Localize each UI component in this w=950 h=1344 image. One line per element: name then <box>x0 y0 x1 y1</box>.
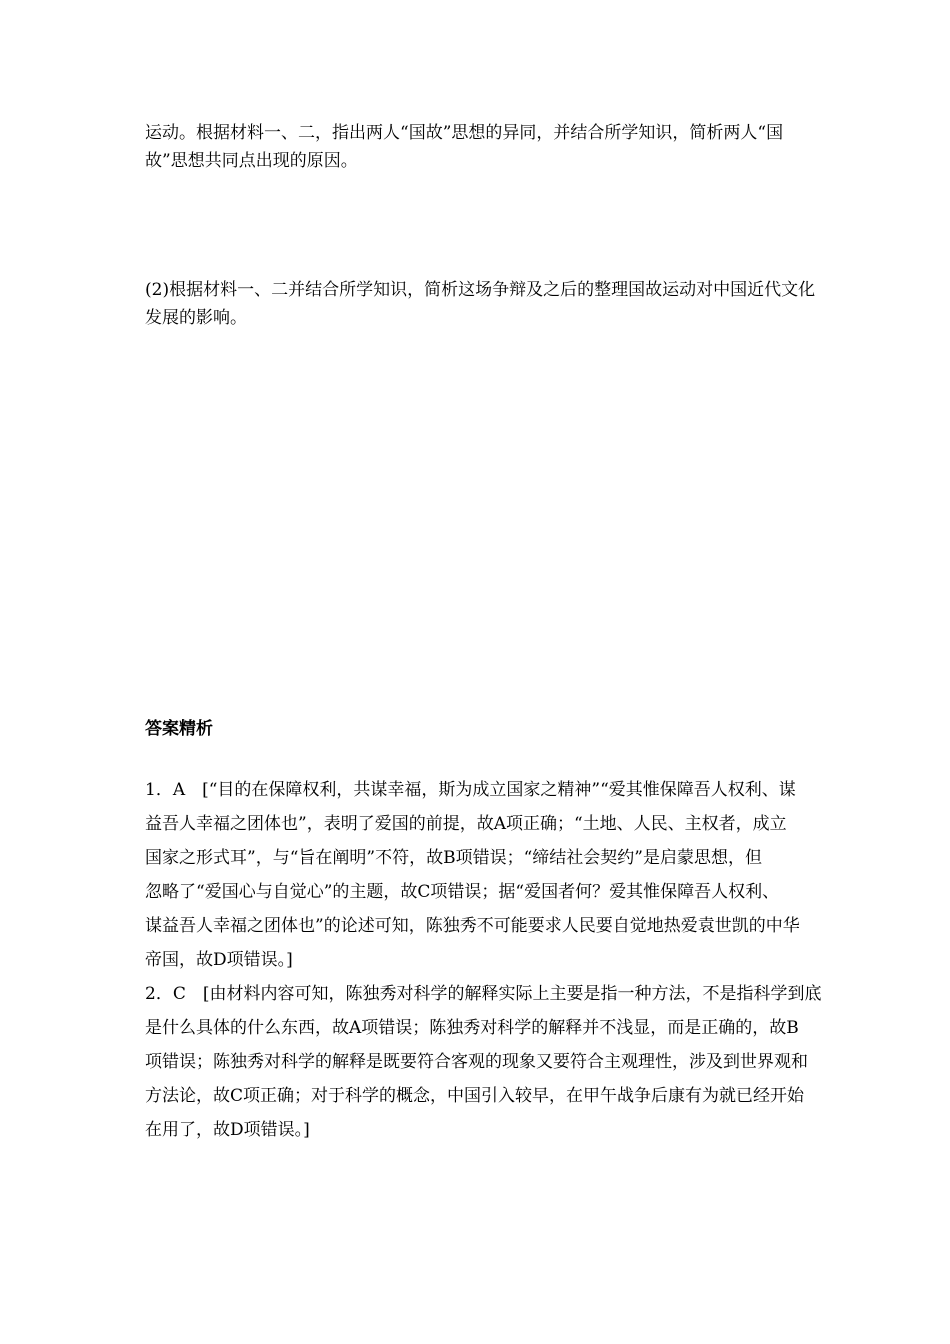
answer-1-line-5: 谋益吾人幸福之团体也”的论述可知，陈独秀不可能要求人民要自觉地热爱袁世凯的中华 <box>145 916 800 936</box>
answer-1-line-1: 1．A [“目的在保障权利，共谋幸福，斯为成立国家之精神”“爱其惟保障吾人权利、谋 <box>145 780 796 800</box>
answer-2-line-1: 2．C [由材料内容可知，陈独秀对科学的解释实际上主要是指一种方法，不是指科学到底 <box>145 984 822 1004</box>
answer-1-line-2: 益吾人幸福之团体也”，表明了爱国的前提，故A项正确；“土地、人民、主权者，成立 <box>145 814 787 834</box>
question-2-line-2: 发展的影响。 <box>145 308 247 328</box>
answer-1-line-4: 忽略了“爱国心与自觉心”的主题，故C项错误；据“爱国者何？爱其惟保障吾人权利、 <box>145 882 780 902</box>
answer-2-line-5: 在用了，故D项错误。] <box>145 1120 310 1140</box>
answer-1-line-6: 帝国，故D项错误。] <box>145 950 293 970</box>
question-1-line-2: 故”思想共同点出现的原因。 <box>145 151 358 171</box>
answer-2-line-3: 项错误；陈独秀对科学的解释是既要符合客观的现象又要符合主观理性，涉及到世界观和 <box>145 1052 808 1072</box>
answer-1-line-3: 国家之形式耳”，与“旨在阐明”不符，故B项错误；“缔结社会契约”是启蒙思想，但 <box>145 848 762 868</box>
question-1-line-1: 运动。根据材料一、二，指出两人“国故”思想的异同，并结合所学知识，简析两人“国 <box>145 123 784 143</box>
answers-heading: 答案精析 <box>145 719 213 739</box>
answer-2-line-2: 是什么具体的什么东西，故A项错误；陈独秀对科学的解释并不浅显，而是正确的，故B <box>145 1018 799 1038</box>
question-2-line-1: (2)根据材料一、二并结合所学知识，简析这场争辩及之后的整理国故运动对中国近代文化 <box>145 280 816 300</box>
answer-2-line-4: 方法论，故C项正确；对于科学的概念，中国引入较早，在甲午战争后康有为就已经开始 <box>145 1086 805 1106</box>
